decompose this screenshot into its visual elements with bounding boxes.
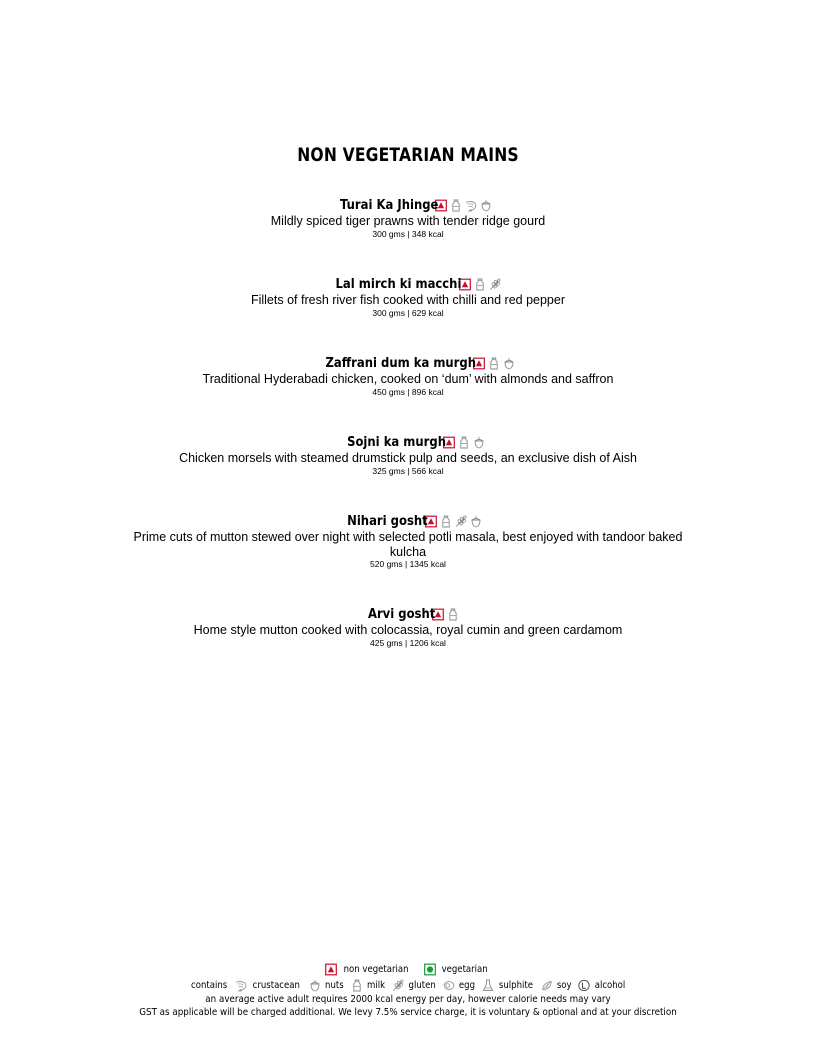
item-allergen-icons <box>443 436 485 449</box>
egg-icon <box>443 979 455 992</box>
item-portion-calories: 520 gms | 1345 kcal <box>370 559 446 569</box>
item-portion-calories: 425 gms | 1206 kcal <box>370 637 446 648</box>
page-title: NON VEGETARIAN MAINS <box>297 144 519 166</box>
item-portion-calories: 450 gms | 896 kcal <box>372 386 444 397</box>
allergen-label-crustacean: crustacean <box>252 979 301 991</box>
item-name: Turai Ka Jhinge <box>339 197 439 213</box>
milk-icon <box>474 278 486 291</box>
allergen-label-sulphite: sulphite <box>498 979 533 991</box>
item-portion-calories: 300 gms | 629 kcal <box>372 307 444 318</box>
milk-icon <box>440 515 452 528</box>
item-description: Fillets of fresh river fish cooked with chilli and red pepper <box>250 293 566 307</box>
allergen-label-nuts: nuts <box>324 979 344 991</box>
item-allergen-icons <box>473 357 515 370</box>
menu-item <box>120 275 696 319</box>
crustacean-icon <box>465 199 477 212</box>
sulphite-icon <box>482 979 494 992</box>
menu-item <box>120 354 696 398</box>
nuts-icon <box>470 515 482 528</box>
tax-note: GST as applicable will be charged additional. We levy 7.5% service charge, it is voluntary & optional and at your discretion <box>139 1007 677 1018</box>
allergen-label-soy: soy <box>556 979 572 991</box>
item-header <box>120 275 696 293</box>
item-description: Prime cuts of mutton stewed over night with selected potli masala, best enjoyed with tandoor baked kulcha <box>133 530 683 559</box>
gluten-icon <box>489 278 501 291</box>
allergen-label-milk: milk <box>366 979 385 991</box>
item-header <box>120 196 696 214</box>
item-description: Traditional Hyderabadi chicken, cooked on ‘dum’ with almonds and saffron <box>202 372 614 386</box>
item-header <box>120 354 696 372</box>
menu-item <box>120 196 696 240</box>
milk-icon <box>447 608 459 621</box>
item-name: Sojni ka murgh <box>347 434 446 450</box>
allergen-label-egg: egg <box>458 979 475 991</box>
nuts-icon <box>503 357 515 370</box>
milk-icon <box>450 199 462 212</box>
nuts-icon <box>309 979 321 992</box>
item-description: Home style mutton cooked with colocassia, royal cumin and green cardamom <box>193 623 623 637</box>
diet-legend <box>0 961 816 977</box>
energy-note: an average active adult requires 2000 kcal energy per day, however calorie needs may vary <box>205 994 611 1005</box>
milk-icon <box>351 979 363 992</box>
nuts-icon <box>473 436 485 449</box>
veg-icon <box>424 963 436 976</box>
item-name: Lal mirch ki macchi <box>335 276 462 292</box>
item-allergen-icons <box>432 608 459 621</box>
menu-item <box>120 512 696 570</box>
item-allergen-icons <box>435 199 492 212</box>
menu-item <box>120 433 696 477</box>
alcohol-icon <box>578 979 590 992</box>
menu-item <box>120 605 696 649</box>
item-header <box>120 512 696 530</box>
item-portion-calories: 325 gms | 566 kcal <box>372 465 444 476</box>
nuts-icon <box>480 199 492 212</box>
non-veg-icon <box>325 963 337 976</box>
footer <box>0 961 816 1019</box>
crustacean-icon <box>235 979 247 992</box>
gluten-icon <box>455 515 467 528</box>
item-allergen-icons <box>425 515 482 528</box>
item-header <box>120 605 696 623</box>
soy-icon <box>541 979 553 992</box>
allergen-legend <box>0 977 816 993</box>
milk-icon <box>488 357 500 370</box>
item-name: Nihari gosht <box>347 513 428 529</box>
veg-label: vegetarian <box>442 963 489 975</box>
item-allergen-icons <box>459 278 501 291</box>
item-description: Mildly spiced tiger prawns with tender ridge gourd <box>270 214 546 228</box>
non-veg-label: non vegetarian <box>343 963 409 975</box>
allergen-label-alcohol: alcohol <box>594 979 626 991</box>
item-name: Zaffrani dum ka murgh <box>325 355 476 371</box>
item-portion-calories: 300 gms | 348 kcal <box>372 228 444 239</box>
item-description: Chicken morsels with steamed drumstick pulp and seeds, an exclusive dish of Aish <box>179 451 637 465</box>
item-header <box>120 433 696 451</box>
gluten-icon <box>392 979 404 992</box>
contains-label: contains <box>191 979 228 991</box>
item-name: Arvi gosht <box>367 606 436 622</box>
milk-icon <box>458 436 470 449</box>
allergen-label-gluten: gluten <box>408 979 436 991</box>
